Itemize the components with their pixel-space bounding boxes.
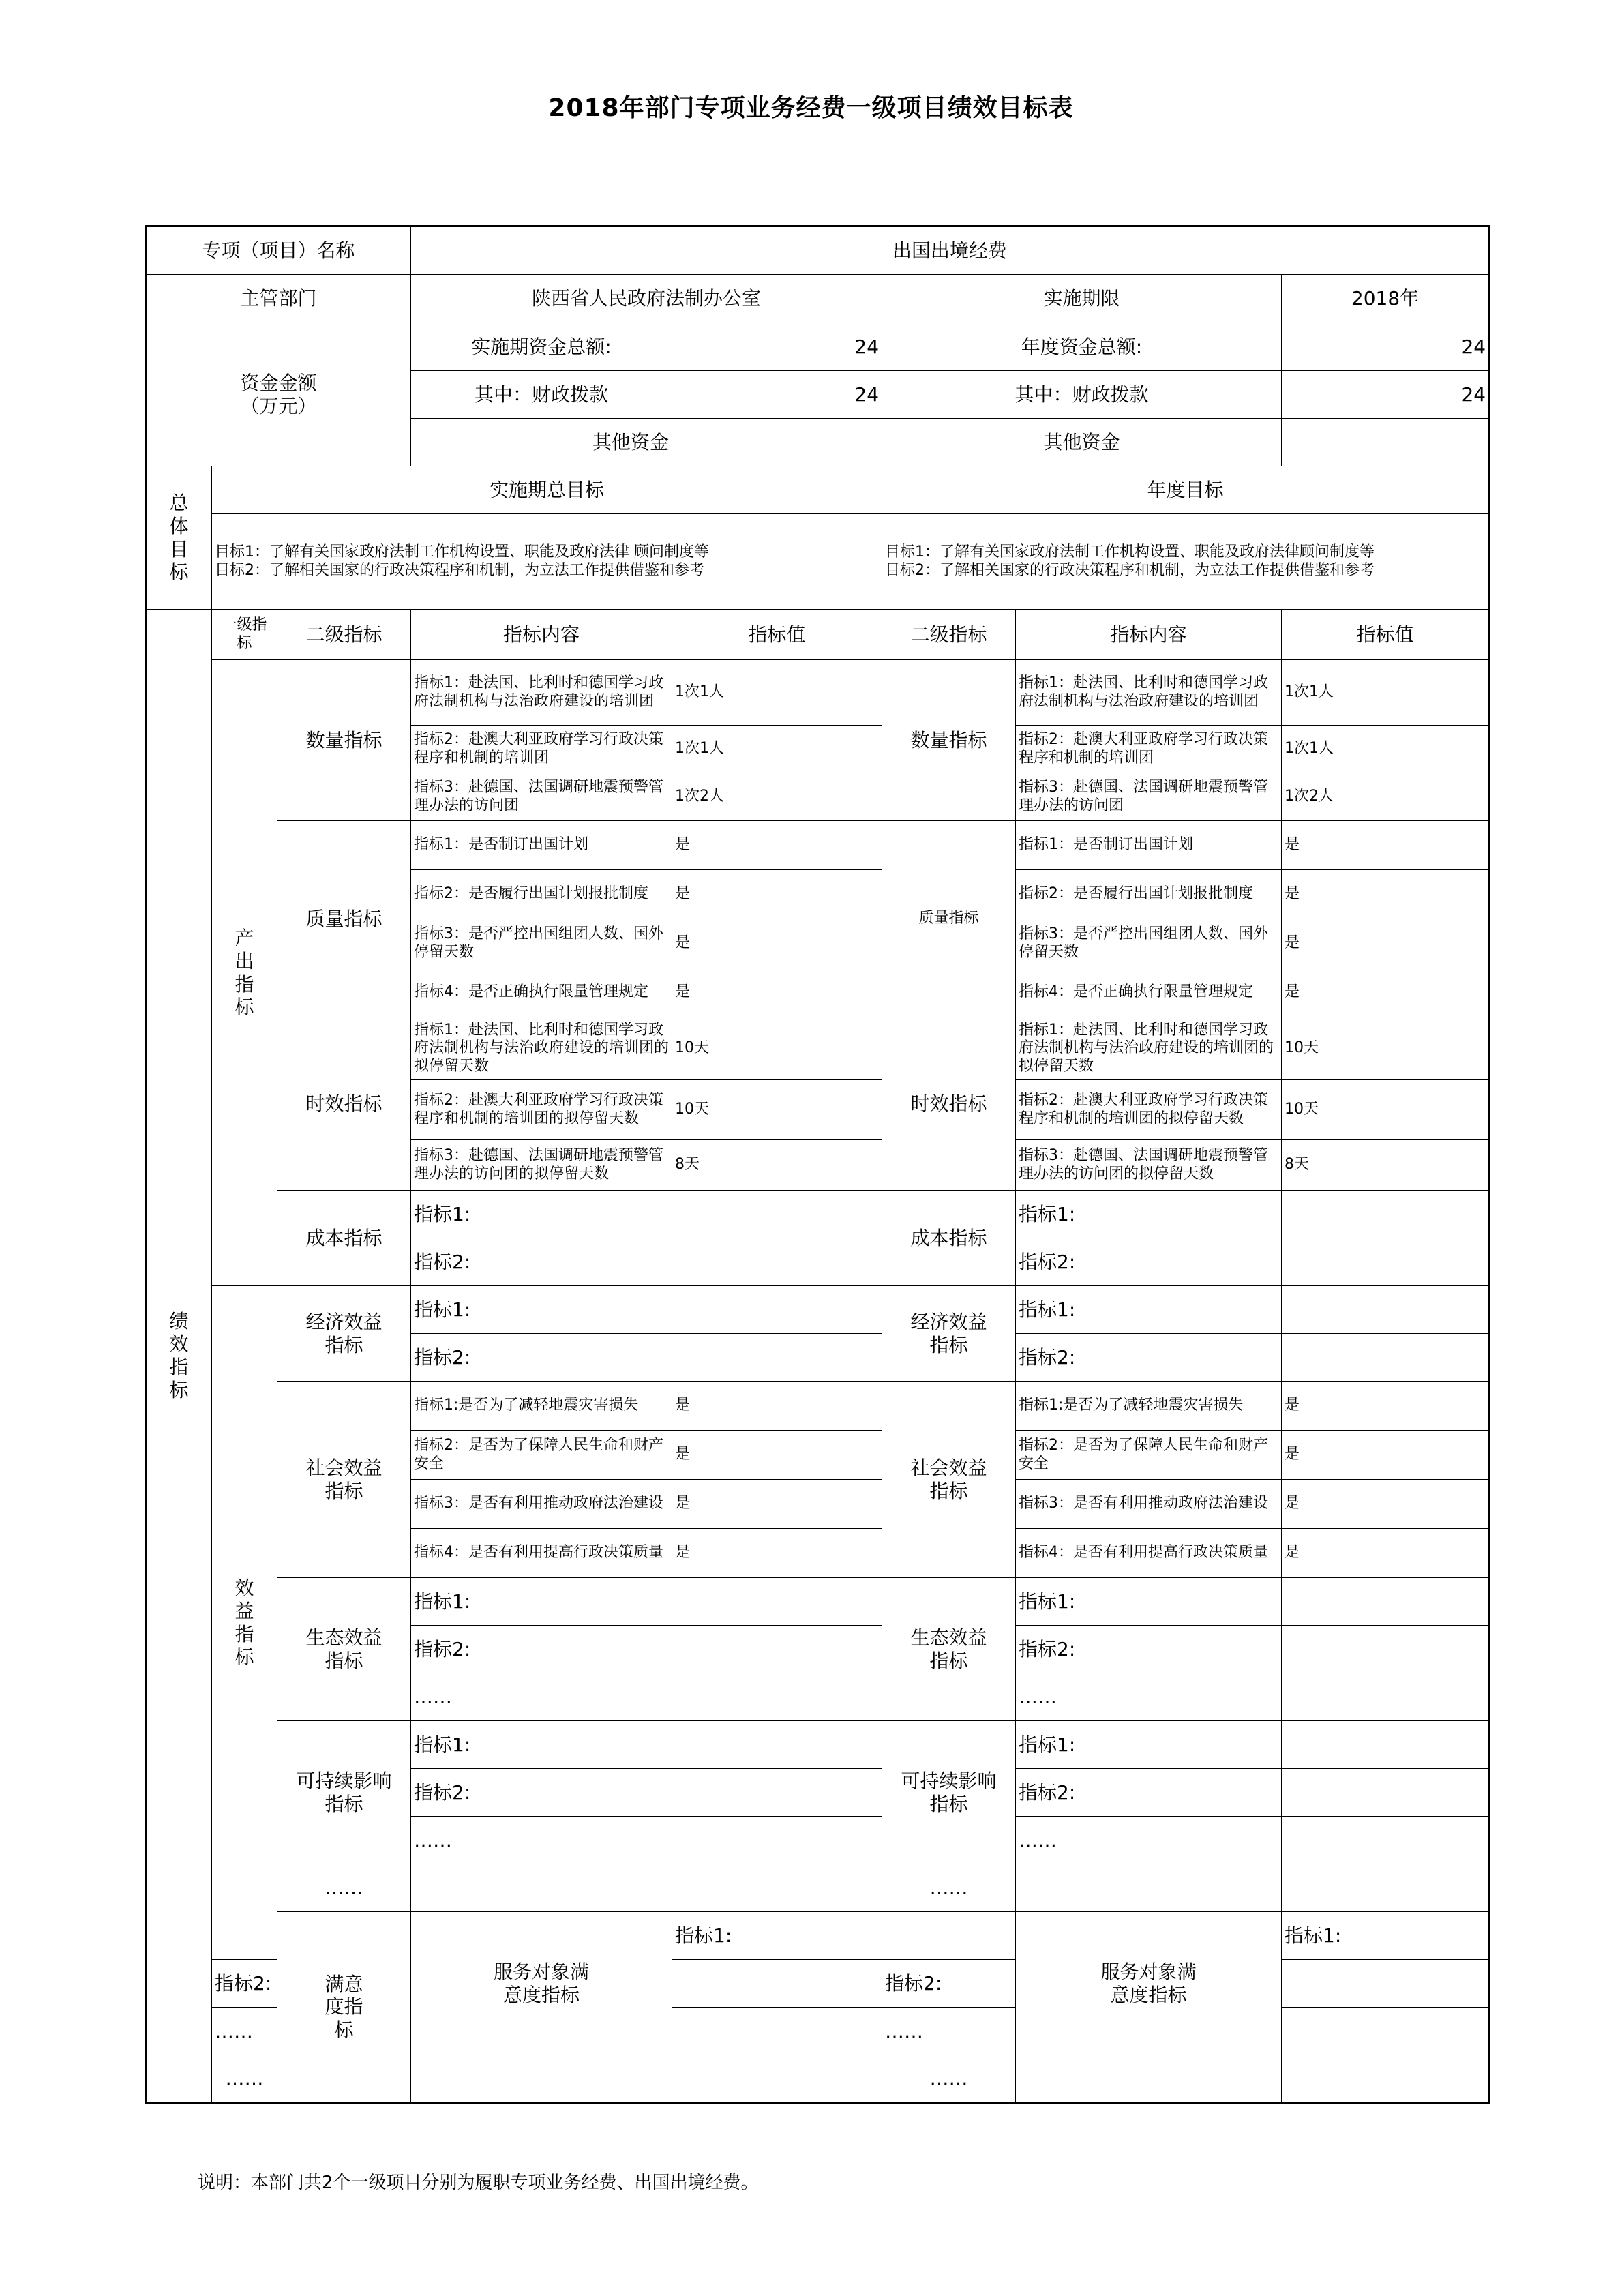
benefit-more-content [411, 1864, 672, 1912]
benefit-more-value-annual [1282, 1864, 1489, 1912]
ecological-1-value [672, 1578, 882, 1626]
quality-3-value-annual: 是 [1282, 919, 1489, 968]
sustainable-2-annual: 指标2: [1016, 1769, 1282, 1817]
annual-goal-label: 年度目标 [882, 466, 1489, 514]
sustainable-1-annual: 指标1: [1016, 1721, 1282, 1769]
ecological-2: 指标2: [411, 1626, 672, 1673]
social-3-value: 是 [672, 1480, 882, 1529]
fiscal-value-annual: 24 [1282, 371, 1489, 419]
timeliness-2-annual: 指标2：赴澳大利亚政府学习行政决策程序和机制的培训团的拟停留天数 [1016, 1080, 1282, 1140]
service-2-value-annual [1282, 1960, 1489, 2008]
quantity-2-annual: 指标2：赴澳大利亚政府学习行政决策程序和机制的培训团 [1016, 726, 1282, 773]
quality-2-value-annual: 是 [1282, 870, 1489, 919]
ecological-label [277, 1578, 411, 1721]
satisfaction-more-value-annual [1282, 2055, 1489, 2103]
timeliness-3-value-annual: 8天 [1282, 1140, 1489, 1191]
quality-3-value: 是 [672, 919, 882, 968]
ecological-more-value-annual [1282, 1673, 1489, 1721]
ecological-label-annual-text: 生态效益指标 [910, 1626, 987, 1672]
service-2-annual: 指标2: [882, 1960, 1016, 2008]
timeliness-2: 指标2：赴澳大利亚政府学习行政决策程序和机制的培训团的拟停留天数 [411, 1080, 672, 1140]
sustainable-label-annual [882, 1721, 1016, 1864]
timeliness-1-value-annual: 10天 [1282, 1017, 1489, 1080]
satisfaction-more: …… [212, 2055, 277, 2103]
timeliness-3-annual: 指标3：赴德国、法国调研地震预警管理办法的访问团的拟停留天数 [1016, 1140, 1282, 1191]
dept-label: 主管部门 [146, 275, 411, 323]
cost-label: 成本指标 [277, 1191, 411, 1286]
cost-2-value-annual [1282, 1238, 1489, 1286]
service-more: …… [212, 2008, 277, 2055]
page-title: 2018年部门专项业务经费一级项目绩效目标表 [548, 94, 1074, 122]
social-label-annual-text: 社会效益指标 [910, 1456, 987, 1502]
col-value: 指标值 [672, 610, 882, 660]
timeliness-2-value: 10天 [672, 1080, 882, 1140]
economic-2-value-annual [1282, 1334, 1489, 1382]
fiscal-label-annual: 其中：财政拨款 [882, 371, 1282, 419]
period-goal-1: 目标1：了解有关国家政府法制工作机构设置、职能及政府法律 顾问制度等 [215, 543, 709, 561]
service-2-value [672, 1960, 882, 2008]
sustainable-1-value [672, 1721, 882, 1769]
ecological-more: …… [411, 1673, 672, 1721]
ecological-1-value-annual [1282, 1578, 1489, 1626]
social-2: 指标2：是否为了保障人民生命和财产安全 [411, 1431, 672, 1480]
ecological-2-value [672, 1626, 882, 1673]
satisfaction-label-cell [277, 1912, 411, 2103]
period-value: 2018年 [1282, 275, 1489, 323]
fiscal-value: 24 [672, 371, 882, 419]
quality-4-value: 是 [672, 968, 882, 1017]
other-label: 其他资金 [411, 419, 672, 466]
cost-2-value [672, 1238, 882, 1286]
service-label [411, 1912, 672, 2055]
social-label [277, 1382, 411, 1578]
quantity-1-value: 1次1人 [672, 660, 882, 726]
economic-label-annual-text: 经济效益指标 [910, 1310, 987, 1356]
performance-table [145, 225, 1490, 2104]
cost-1-annual: 指标1: [1016, 1191, 1282, 1238]
other-value-annual [1282, 419, 1489, 466]
quantity-label-annual: 数量指标 [882, 660, 1016, 821]
period-goal-2: 目标2：了解相关国家的行政决策程序和机制，为立法工作提供借鉴和参考 [215, 561, 704, 579]
timeliness-3: 指标3：赴德国、法国调研地震预警管理办法的访问团的拟停留天数 [411, 1140, 672, 1191]
total-label: 实施期资金总额: [411, 323, 672, 371]
economic-label [277, 1286, 411, 1382]
col-level2: 二级指标 [277, 610, 411, 660]
sustainable-more-annual: …… [1016, 1817, 1282, 1864]
timeliness-label-annual: 时效指标 [882, 1017, 1016, 1191]
sustainable-1-value-annual [1282, 1721, 1489, 1769]
quantity-2: 指标2：赴澳大利亚政府学习行政决策程序和机制的培训团 [411, 726, 672, 773]
other-value [672, 419, 882, 466]
annual-goal-cell [882, 514, 1489, 610]
quality-3-annual: 指标3：是否严控出国组团人数、国外停留天数 [1016, 919, 1282, 968]
cost-1-value-annual [1282, 1191, 1489, 1238]
economic-1-value-annual [1282, 1286, 1489, 1334]
annual-goal-2: 目标2：了解相关国家的行政决策程序和机制，为立法工作提供借鉴和参考 [885, 561, 1375, 579]
economic-label-text: 经济效益指标 [305, 1310, 382, 1356]
timeliness-1-annual: 指标1：赴法国、比利时和德国学习政府法制机构与法治政府建设的培训团的拟停留天数 [1016, 1017, 1282, 1080]
fund-unit: （万元） [240, 394, 317, 417]
social-2-value: 是 [672, 1431, 882, 1480]
social-4-value: 是 [672, 1529, 882, 1578]
quantity-2-value: 1次1人 [672, 726, 882, 773]
quantity-1: 指标1：赴法国、比利时和德国学习政府法制机构与法治政府建设的培训团 [411, 660, 672, 726]
service-more-annual: …… [882, 2008, 1016, 2055]
benefit-label: 效益指标 [235, 1577, 254, 1669]
total-value: 24 [672, 323, 882, 371]
timeliness-1: 指标1：赴法国、比利时和德国学习政府法制机构与法治政府建设的培训团的拟停留天数 [411, 1017, 672, 1080]
social-3: 指标3：是否有利用推动政府法治建设 [411, 1480, 672, 1529]
quality-label: 质量指标 [277, 821, 411, 1017]
sustainable-more-value-annual [1282, 1817, 1489, 1864]
sustainable-label [277, 1721, 411, 1864]
social-2-annual: 指标2：是否为了保障人民生命和财产安全 [1016, 1431, 1282, 1480]
economic-1: 指标1: [411, 1286, 672, 1334]
footnote: 说明：本部门共2个一级项目分别为履职专项业务经费、出国出境经费。 [198, 2173, 759, 2193]
service-label-annual [1016, 1912, 1282, 2055]
col-level1: 一级指标 [212, 610, 277, 660]
quality-2: 指标2：是否履行出国计划报批制度 [411, 870, 672, 919]
quantity-label: 数量指标 [277, 660, 411, 821]
annual-label: 年度资金总额: [882, 323, 1282, 371]
social-3-value-annual: 是 [1282, 1480, 1489, 1529]
period-label: 实施期限 [882, 275, 1282, 323]
quality-1-annual: 指标1：是否制订出国计划 [1016, 821, 1282, 870]
economic-1-value [672, 1286, 882, 1334]
quality-4-annual: 指标4：是否正确执行限量管理规定 [1016, 968, 1282, 1017]
service-more-value-annual [1282, 2008, 1489, 2055]
social-1-annual: 指标1:是否为了减轻地震灾害损失 [1016, 1382, 1282, 1431]
social-4-value-annual: 是 [1282, 1529, 1489, 1578]
quantity-1-annual: 指标1：赴法国、比利时和德国学习政府法制机构与法治政府建设的培训团 [1016, 660, 1282, 726]
ecological-1: 指标1: [411, 1578, 672, 1626]
fiscal-label: 其中：财政拨款 [411, 371, 672, 419]
satisfaction-more-value [672, 2055, 882, 2103]
sustainable-more-value [672, 1817, 882, 1864]
annual-value: 24 [1282, 323, 1489, 371]
cost-2-annual: 指标2: [1016, 1238, 1282, 1286]
period-goal-cell [212, 514, 882, 610]
sustainable-2-value [672, 1769, 882, 1817]
service-1-annual: 指标1: [1282, 1912, 1489, 1960]
col-content-annual: 指标内容 [1016, 610, 1282, 660]
fund-label-cell [146, 323, 411, 466]
annual-goal-1: 目标1：了解有关国家政府法制工作机构设置、职能及政府法律顾问制度等 [885, 543, 1375, 561]
quality-1-value: 是 [672, 821, 882, 870]
economic-2-annual: 指标2: [1016, 1334, 1282, 1382]
quantity-3-value-annual: 1次2人 [1282, 773, 1489, 821]
col-level2-annual: 二级指标 [882, 610, 1016, 660]
service-label-text: 服务对象满意度指标 [494, 1960, 590, 2006]
timeliness-label: 时效指标 [277, 1017, 411, 1191]
service-label-annual-text: 服务对象满意度指标 [1100, 1960, 1197, 2006]
economic-label-annual [882, 1286, 1016, 1382]
sustainable-2-value-annual [1282, 1769, 1489, 1817]
satisfaction-label: 满意度指标 [325, 1972, 363, 2041]
ecological-2-annual: 指标2: [1016, 1626, 1282, 1673]
social-4-annual: 指标4：是否有利用提高行政决策质量 [1016, 1529, 1282, 1578]
social-1: 指标1:是否为了减轻地震灾害损失 [411, 1382, 672, 1431]
ecological-2-value-annual [1282, 1626, 1489, 1673]
cost-1-value [672, 1191, 882, 1238]
timeliness-2-value-annual: 10天 [1282, 1080, 1489, 1140]
quality-3: 指标3：是否严控出国组团人数、国外停留天数 [411, 919, 672, 968]
sustainable-more: …… [411, 1817, 672, 1864]
social-1-value: 是 [672, 1382, 882, 1431]
social-4: 指标4：是否有利用提高行政决策质量 [411, 1529, 672, 1578]
quality-4: 指标4：是否正确执行限量管理规定 [411, 968, 672, 1017]
satisfaction-more-annual: …… [882, 2055, 1016, 2103]
col-content: 指标内容 [411, 610, 672, 660]
social-label-annual [882, 1382, 1016, 1578]
quantity-3-value: 1次2人 [672, 773, 882, 821]
dept-value: 陕西省人民政府法制办公室 [411, 275, 882, 323]
perf-label-cell [146, 610, 212, 2103]
output-label-cell [212, 660, 277, 1286]
satisfaction-more-content-annual [1016, 2055, 1282, 2103]
service-1: 指标1: [672, 1912, 882, 1960]
quality-2-annual: 指标2：是否履行出国计划报批制度 [1016, 870, 1282, 919]
project-value: 出国出境经费 [411, 226, 1489, 275]
social-1-value-annual: 是 [1282, 1382, 1489, 1431]
cost-1: 指标1: [411, 1191, 672, 1238]
social-label-text: 社会效益指标 [305, 1456, 382, 1502]
benefit-more-annual: …… [882, 1864, 1016, 1912]
economic-2-value [672, 1334, 882, 1382]
benefit-label-cell [212, 1286, 277, 1960]
col-value-annual: 指标值 [1282, 610, 1489, 660]
project-label: 专项（项目）名称 [146, 226, 411, 275]
ecological-more-value [672, 1673, 882, 1721]
service-2: 指标2: [212, 1960, 277, 2008]
ecological-more-annual: …… [1016, 1673, 1282, 1721]
quantity-3: 指标3：赴德国、法国调研地震预警管理办法的访问团 [411, 773, 672, 821]
sustainable-label-text: 可持续影响指标 [296, 1769, 392, 1815]
goals-label-cell [146, 466, 212, 610]
quantity-3-annual: 指标3：赴德国、法国调研地震预警管理办法的访问团 [1016, 773, 1282, 821]
ecological-1-annual: 指标1: [1016, 1578, 1282, 1626]
service-1-value [882, 1912, 1016, 1960]
service-more-value [672, 2008, 882, 2055]
quality-4-value-annual: 是 [1282, 968, 1489, 1017]
timeliness-3-value: 8天 [672, 1140, 882, 1191]
ecological-label-annual [882, 1578, 1016, 1721]
quantity-1-value-annual: 1次1人 [1282, 660, 1489, 726]
quantity-2-value-annual: 1次1人 [1282, 726, 1489, 773]
quality-label-annual: 质量指标 [882, 821, 1016, 1017]
benefit-more-value [672, 1864, 882, 1912]
sustainable-1: 指标1: [411, 1721, 672, 1769]
quality-2-value: 是 [672, 870, 882, 919]
period-goal-label: 实施期总目标 [212, 466, 882, 514]
perf-label: 绩效指标 [169, 1309, 189, 1401]
social-2-value-annual: 是 [1282, 1431, 1489, 1480]
sustainable-label-annual-text: 可持续影响指标 [901, 1769, 997, 1815]
fund-label: 资金金额 [240, 371, 317, 394]
satisfaction-more-content [411, 2055, 672, 2103]
economic-1-annual: 指标1: [1016, 1286, 1282, 1334]
quality-1: 指标1：是否制订出国计划 [411, 821, 672, 870]
cost-label-annual: 成本指标 [882, 1191, 1016, 1286]
output-label: 产出指标 [235, 927, 254, 1019]
quality-1-value-annual: 是 [1282, 821, 1489, 870]
goals-label: 总体目标 [169, 492, 189, 584]
benefit-more: …… [277, 1864, 411, 1912]
social-3-annual: 指标3：是否有利用推动政府法治建设 [1016, 1480, 1282, 1529]
benefit-more-content-annual [1016, 1864, 1282, 1912]
economic-2: 指标2: [411, 1334, 672, 1382]
sustainable-2: 指标2: [411, 1769, 672, 1817]
other-label-annual: 其他资金 [882, 419, 1282, 466]
cost-2: 指标2: [411, 1238, 672, 1286]
ecological-label-text: 生态效益指标 [305, 1626, 382, 1672]
timeliness-1-value: 10天 [672, 1017, 882, 1080]
